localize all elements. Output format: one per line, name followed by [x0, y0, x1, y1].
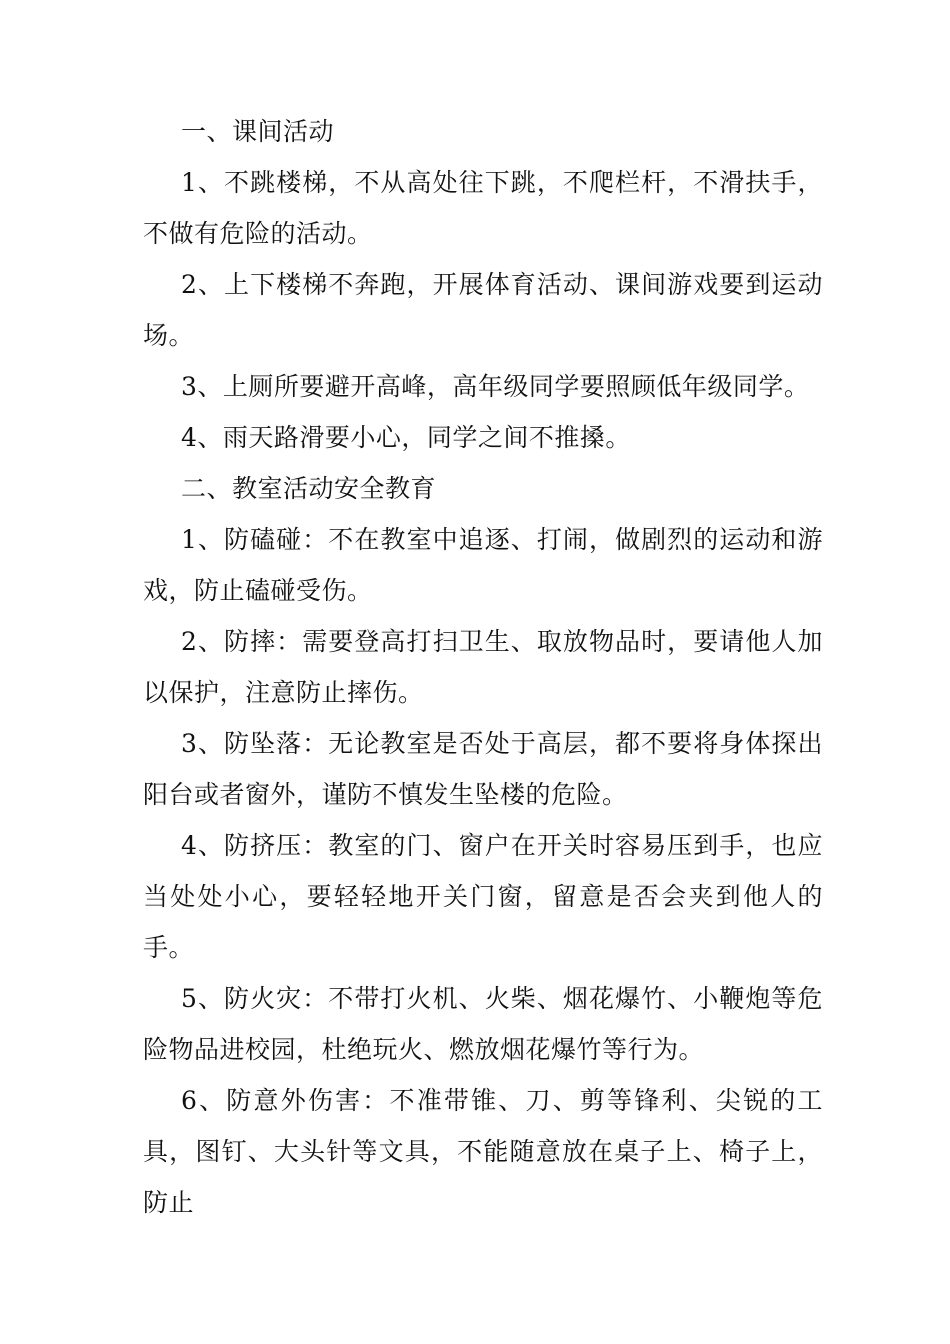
paragraph-recess-2: 2、上下楼梯不奔跑，开展体育活动、课间游戏要到运动场。 [143, 270, 823, 350]
paragraph-classroom-2: 2、防摔：需要登高打扫卫生、取放物品时，要请他人加以保护，注意防止摔伤。 [143, 627, 823, 707]
paragraph-recess-1: 1、不跳楼梯，不从高处往下跳，不爬栏杆，不滑扶手，不做有危险的活动。 [143, 168, 823, 248]
paragraph-recess-4: 4、雨天路滑要小心，同学之间不推搡。 [181, 423, 631, 452]
paragraph-classroom-5: 5、防火灾：不带打火机、火柴、烟花爆竹、小鞭炮等危险物品进校园，杜绝玩火、燃放烟花爆竹等行为。 [143, 984, 823, 1064]
paragraph-classroom-4: 4、防挤压：教室的门、窗户在开关时容易压到手，也应当处处小心，要轻轻地开关门窗，留意是否会夹到他人的手。 [143, 831, 823, 962]
paragraph-classroom-1: 1、防磕碰：不在教室中追逐、打闹，做剧烈的运动和游戏，防止磕碰受伤。 [143, 525, 823, 605]
section-heading-classroom: 二、教室活动安全教育 [181, 474, 437, 503]
paragraph-classroom-6: 6、防意外伤害：不准带锥、刀、剪等锋利、尖锐的工具，图钉、大头针等文具，不能随意放在桌子上、椅子上，防止 [143, 1086, 823, 1217]
paragraph-classroom-3: 3、防坠落：无论教室是否处于高层，都不要将身体探出阳台或者窗外，谨防不慎发生坠楼的危险。 [143, 729, 823, 809]
paragraph-recess-3: 3、上厕所要避开高峰，高年级同学要照顾低年级同学。 [181, 372, 810, 401]
document-body [143, 106, 823, 1228]
section-heading-recess: 一、课间活动 [181, 117, 335, 146]
